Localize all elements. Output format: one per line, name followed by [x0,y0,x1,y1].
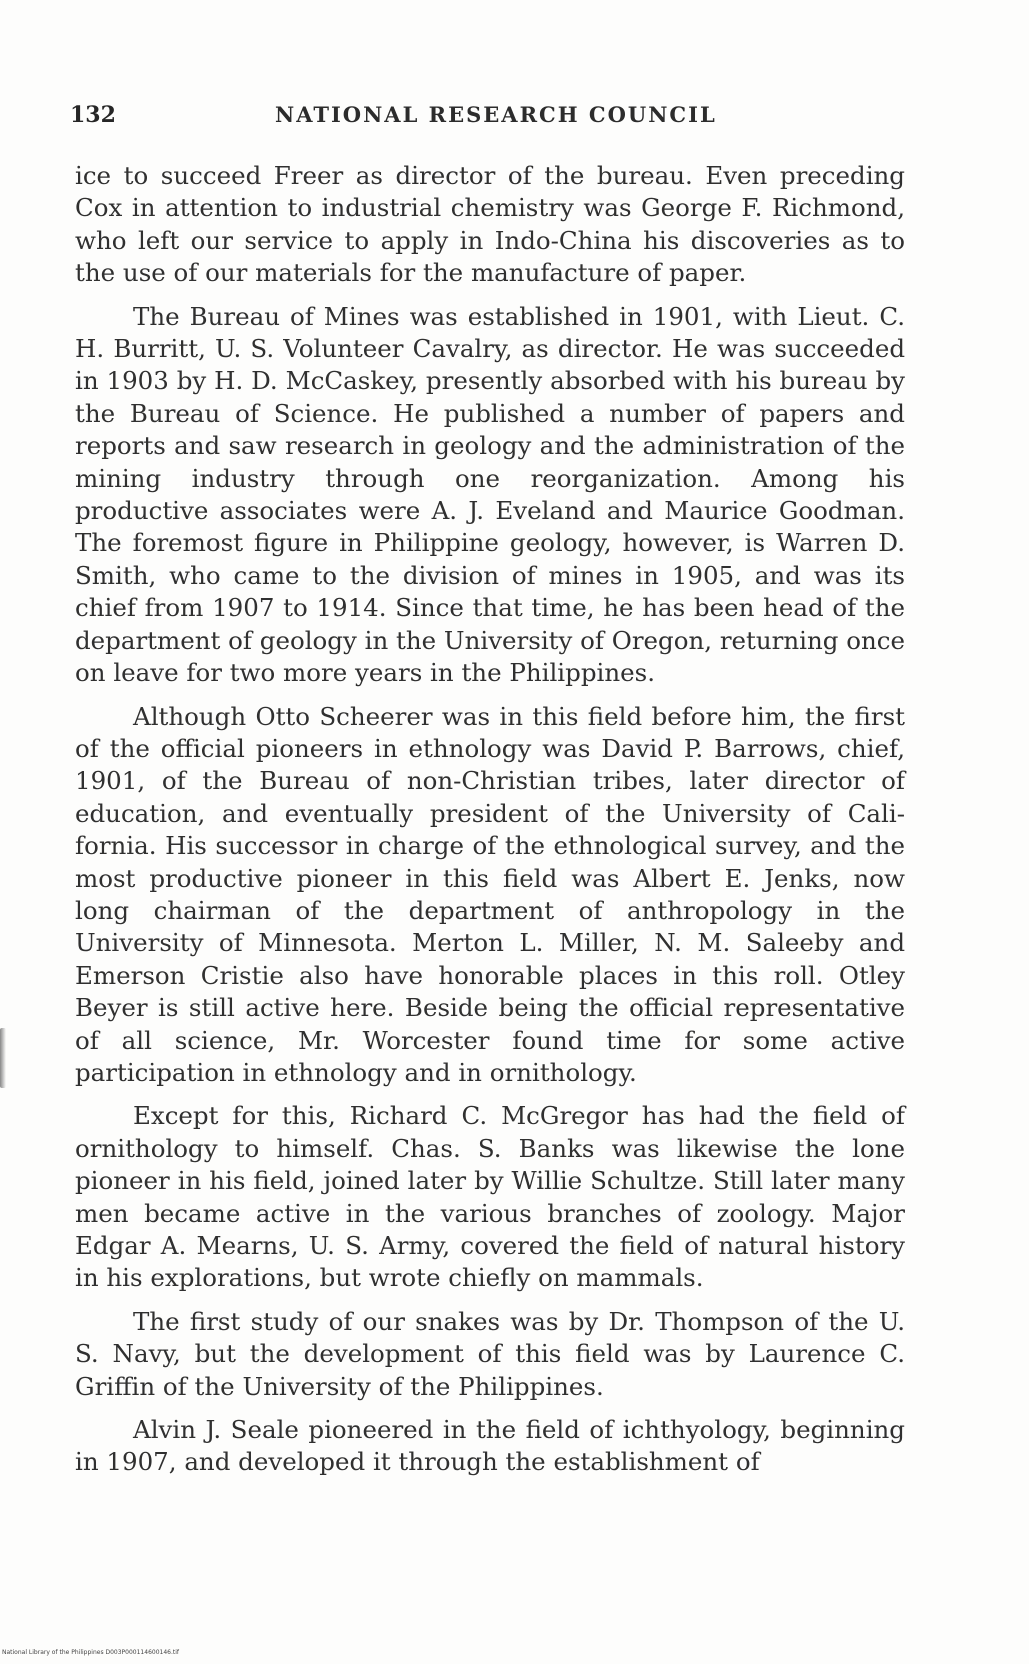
paragraph-ichthyology: Alvin J. Seale pioneered in the field of ichthyology, beginning in 1907, and developed it through the establishment of [75,1415,905,1477]
scan-edge-mark [0,1028,6,1088]
paragraph-ethnology: Although Otto Scheerer was in this field before him, the first of the official pioneers in ethnology was David P. Barrows, chief, 1901, of the Bureau of non-Christian tribes, later director of education, and eventually president of the University of California. His successor in charge of the ethnological survey, and the most productive pioneer in this field was Albert E. Jenks, now long chairman of the department of anthropology in the University of Minnesota. Merton L. Miller, N. M. Saleeby and Emerson Cristie also have honorable places in this roll. Otley Beyer is still active here. Beside being the official representative of all science, Mr. Worcester found time for some active participation in ethnology and in ornithology. [75,701,905,1087]
paragraph-continuation: ice to succeed Freer as director of the bureau. Even preceding Cox in attention to industrial chemistry was George F. Richmond, who left our service to apply in Indo-China his discoveries as to the use of our materials for the manufacture of paper. [75,161,905,288]
paragraph-snakes: The first study of our snakes was by Dr. Thompson of the U. S. Navy, but the development of this field was by Laurence C. Griffin of the University of the Philippines. [75,1306,905,1401]
running-head: NATIONAL RESEARCH COUNCIL [275,102,717,127]
scan-footer-stamp: National Library of the Philippines D003P000114600146.tif [2,1649,180,1656]
body-text [75,160,905,1490]
page-number: 132 [70,102,116,128]
page-header [70,102,900,136]
paragraph-bureau-of-mines: The Bureau of Mines was established in 1901, with Lieut. C. H. Burritt, U. S. Volunteer Cavalry, as director. He was succeeded in 1903 by H. D. McCaskey, presently absorbed with his bureau by the Bureau of Science. He published a number of papers and reports and saw research in geology and the administration of the mining industry through one reorganization. Among his productive associates were A. J. Eveland and Maurice Goodman. The foremost figure in Philippine geology, however, is Warren D. Smith, who came to the division of mines in 1905, and was its chief from 1907 to 1914. Since that time, he has been head of the department of geology in the University of Oregon, returning once on leave for two more years in the Philippines. [75,301,905,688]
paragraph-ornithology: Except for this, Richard C. McGregor has had the field of ornithology to himself. Chas. S. Banks was likewise the lone pioneer in his field, joined later by Willie Schultze. Still later many men became active in the various branches of zoology. Major Edgar A. Mearns, U. S. Army, covered the field of natural history in his explorations, but wrote chiefly on mammals. [75,1101,905,1293]
